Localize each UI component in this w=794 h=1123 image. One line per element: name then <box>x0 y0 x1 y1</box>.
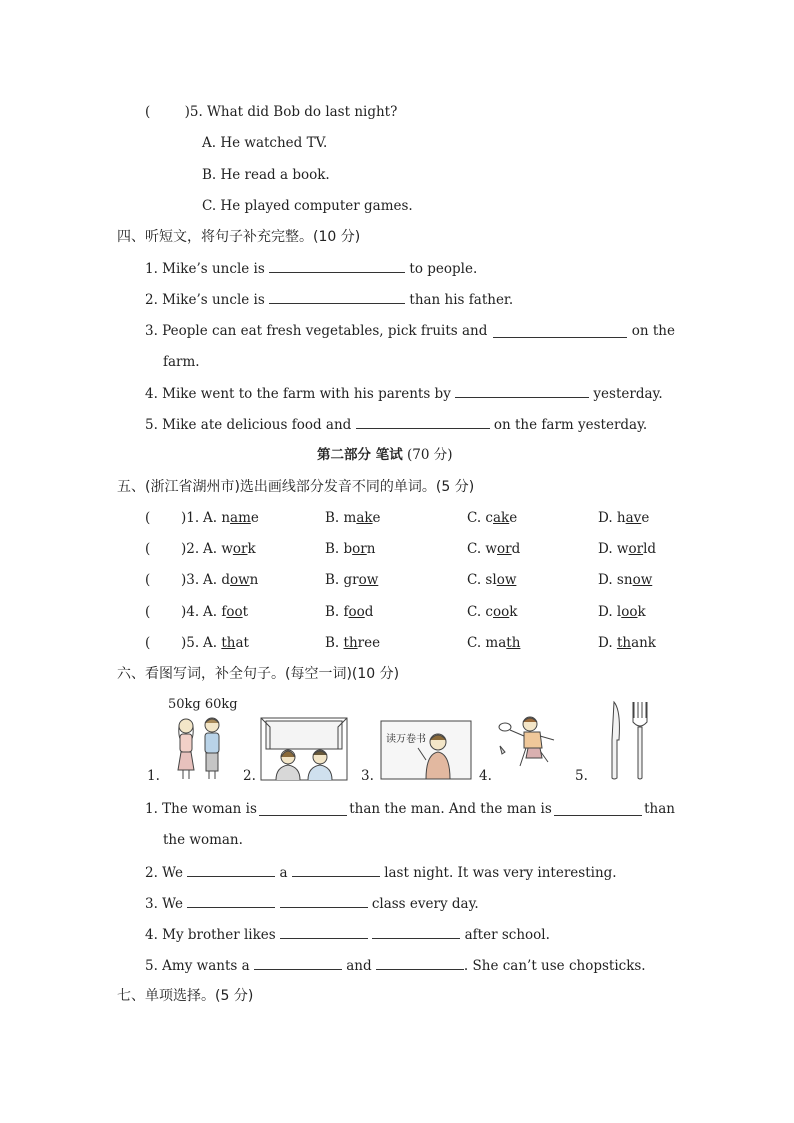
answer-paren[interactable]: ( <box>145 635 185 651</box>
option-text: ree <box>357 635 381 651</box>
question-number: )4. <box>181 604 200 620</box>
option-text: C. c <box>467 510 493 526</box>
underlined-letters: oo <box>493 604 510 620</box>
sec6-sentence-1-cont: the woman. <box>163 832 243 848</box>
underlined-letters: th <box>616 635 632 651</box>
choice-option <box>325 571 378 589</box>
question-number: )5. <box>181 635 200 651</box>
q5-option-a: A. He watched TV. <box>202 135 328 151</box>
choice-option <box>203 634 249 652</box>
option-text: C. c <box>467 604 493 620</box>
underlined-letters: th <box>343 635 358 651</box>
option-text: D. sn <box>598 572 633 588</box>
option-text: k <box>247 541 256 557</box>
pic-number-3: 3. <box>361 768 374 784</box>
answer-blank[interactable] <box>187 894 275 908</box>
badminton-picture <box>496 712 560 774</box>
underlined-letters: th <box>221 635 236 651</box>
option-text: ld <box>643 541 657 557</box>
choice-option <box>467 634 520 652</box>
option-text: C. w <box>467 541 497 557</box>
option-text: D. h <box>598 510 626 526</box>
choice-option <box>325 603 373 621</box>
part2-title: 第二部分 笔试 (70 分) <box>317 447 453 463</box>
answer-paren[interactable]: ( <box>145 604 185 620</box>
choice-option <box>598 540 656 558</box>
choice-option <box>203 540 256 558</box>
underlined-letters: ow <box>358 572 379 588</box>
choice-option <box>203 571 258 589</box>
section-5-heading: 五、(浙江省湖州市)选出画线部分发音不同的单词。(5 分) <box>117 479 475 495</box>
woman-and-man-picture <box>170 714 230 782</box>
sec4-item-3-cont: farm. <box>163 354 200 370</box>
section-6-heading: 六、看图写词，补全句子。(每空一词)(10 分) <box>117 666 400 682</box>
choice-option <box>598 634 656 652</box>
sec4-item-5: 5. Mike ate delicious food and on the farm yesterday. <box>145 417 648 433</box>
option-text: A. n <box>203 510 231 526</box>
underlined-letters: oo <box>621 604 638 620</box>
option-text: e <box>641 510 650 526</box>
sec6-sentence-1: 1. The woman is than the man. And the man is than <box>145 801 675 817</box>
option-text: B. m <box>325 510 357 526</box>
choice-option <box>325 540 375 558</box>
reading-class-picture <box>380 720 472 782</box>
answer-blank[interactable] <box>269 259 405 273</box>
q5-option-c: C. He played computer games. <box>202 198 413 214</box>
option-text: k <box>637 604 646 620</box>
underlined-letters: av <box>625 510 642 526</box>
option-text: n <box>249 572 259 588</box>
sec4-item-1: 1. Mike’s uncle is to people. <box>145 261 478 277</box>
underlined-letters: or <box>352 541 367 557</box>
answer-paren[interactable]: ( <box>145 510 185 526</box>
pic-number-2: 2. <box>243 768 256 784</box>
underlined-letters: ow <box>496 572 517 588</box>
q5-stem: 5. What did Bob do last night? <box>189 104 398 120</box>
answer-blank[interactable] <box>372 925 460 939</box>
choice-option <box>325 509 381 527</box>
answer-blank[interactable] <box>269 290 405 304</box>
answer-blank[interactable] <box>254 956 342 970</box>
choice-option <box>467 603 517 621</box>
option-text: k <box>509 604 518 620</box>
option-text: C. sl <box>467 572 497 588</box>
option-text: D. l <box>598 604 622 620</box>
pic-number-4: 4. <box>479 768 492 784</box>
q5-option-b: B. He read a book. <box>202 167 330 183</box>
answer-blank[interactable] <box>376 956 464 970</box>
answer-blank[interactable] <box>280 894 368 908</box>
sec6-sentence-2: 2. We a last night. It was very interesting. <box>145 865 617 881</box>
underlined-letters: ak <box>493 510 510 526</box>
answer-blank[interactable] <box>187 863 275 877</box>
answer-blank[interactable] <box>493 324 627 338</box>
underlined-letters: ow <box>229 572 250 588</box>
underlined-letters: or <box>232 541 248 557</box>
answer-blank[interactable] <box>292 863 380 877</box>
choice-option <box>467 540 520 558</box>
underlined-letters: ak <box>356 510 373 526</box>
choice-option <box>203 509 259 527</box>
option-text: B. <box>325 635 344 651</box>
option-text: e <box>250 510 259 526</box>
cinema-picture <box>260 717 348 781</box>
sec4-item-3: 3. People can eat fresh vegetables, pick fruits and on the <box>145 323 675 339</box>
underlined-letters: th <box>506 635 521 651</box>
section-7-heading: 七、单项选择。(5 分) <box>117 988 254 1004</box>
option-text: d <box>364 604 374 620</box>
choice-option <box>325 634 380 652</box>
option-text: d <box>511 541 521 557</box>
option-text: D. w <box>598 541 629 557</box>
sec6-sentence-4: 4. My brother likes after school. <box>145 927 550 943</box>
answer-blank[interactable] <box>280 925 368 939</box>
answer-blank[interactable] <box>455 384 589 398</box>
option-text: e <box>372 510 381 526</box>
option-text: t <box>242 604 249 620</box>
sec6-sentence-3: 3. We class every day. <box>145 896 479 912</box>
option-text: at <box>235 635 249 651</box>
question-number: )1. <box>181 510 200 526</box>
answer-blank[interactable] <box>356 415 490 429</box>
option-text: A. d <box>203 572 230 588</box>
option-text: B. f <box>325 604 349 620</box>
sec4-item-2: 2. Mike’s uncle is than his father. <box>145 292 514 308</box>
choice-option <box>598 571 652 589</box>
option-text: B. gr <box>325 572 359 588</box>
knife-and-fork-picture <box>606 700 652 782</box>
pic-number-1: 1. <box>147 768 160 784</box>
underlined-letters: ow <box>632 572 653 588</box>
option-text: ank <box>631 635 656 651</box>
q5-line <box>145 103 397 121</box>
answer-paren[interactable]: ( ) <box>145 104 190 120</box>
choice-option <box>203 603 248 621</box>
option-text: C. ma <box>467 635 507 651</box>
sec6-sentence-5: 5. Amy wants a and . She can’t use chopsticks. <box>145 958 646 974</box>
option-text: B. b <box>325 541 353 557</box>
choice-option <box>598 509 649 527</box>
board-text: 读万卷书 <box>386 734 426 745</box>
option-text: D. <box>598 635 617 651</box>
option-text: e <box>509 510 518 526</box>
pic-number-5: 5. <box>575 768 588 784</box>
option-text: A. <box>203 635 222 651</box>
underlined-letters: oo <box>226 604 243 620</box>
answer-paren[interactable]: ( <box>145 541 185 557</box>
section-4-heading: 四、听短文，将句子补充完整。(10 分) <box>117 229 361 245</box>
option-text: A. w <box>203 541 233 557</box>
underlined-letters: oo <box>348 604 365 620</box>
underlined-letters: or <box>497 541 512 557</box>
pic-caption: 50kg 60kg <box>168 697 238 712</box>
answer-blank[interactable] <box>259 802 347 816</box>
choice-option <box>598 603 646 621</box>
choice-option <box>467 571 516 589</box>
question-number: )2. <box>181 541 200 557</box>
answer-paren[interactable]: ( <box>145 572 185 588</box>
option-text: n <box>366 541 376 557</box>
option-text: A. f <box>203 604 227 620</box>
underlined-letters: am <box>230 510 251 526</box>
underlined-letters: or <box>628 541 644 557</box>
question-number: )3. <box>181 572 200 588</box>
choice-option <box>467 509 517 527</box>
sec4-item-4: 4. Mike went to the farm with his parents by yesterday. <box>145 386 663 402</box>
answer-blank[interactable] <box>554 802 642 816</box>
